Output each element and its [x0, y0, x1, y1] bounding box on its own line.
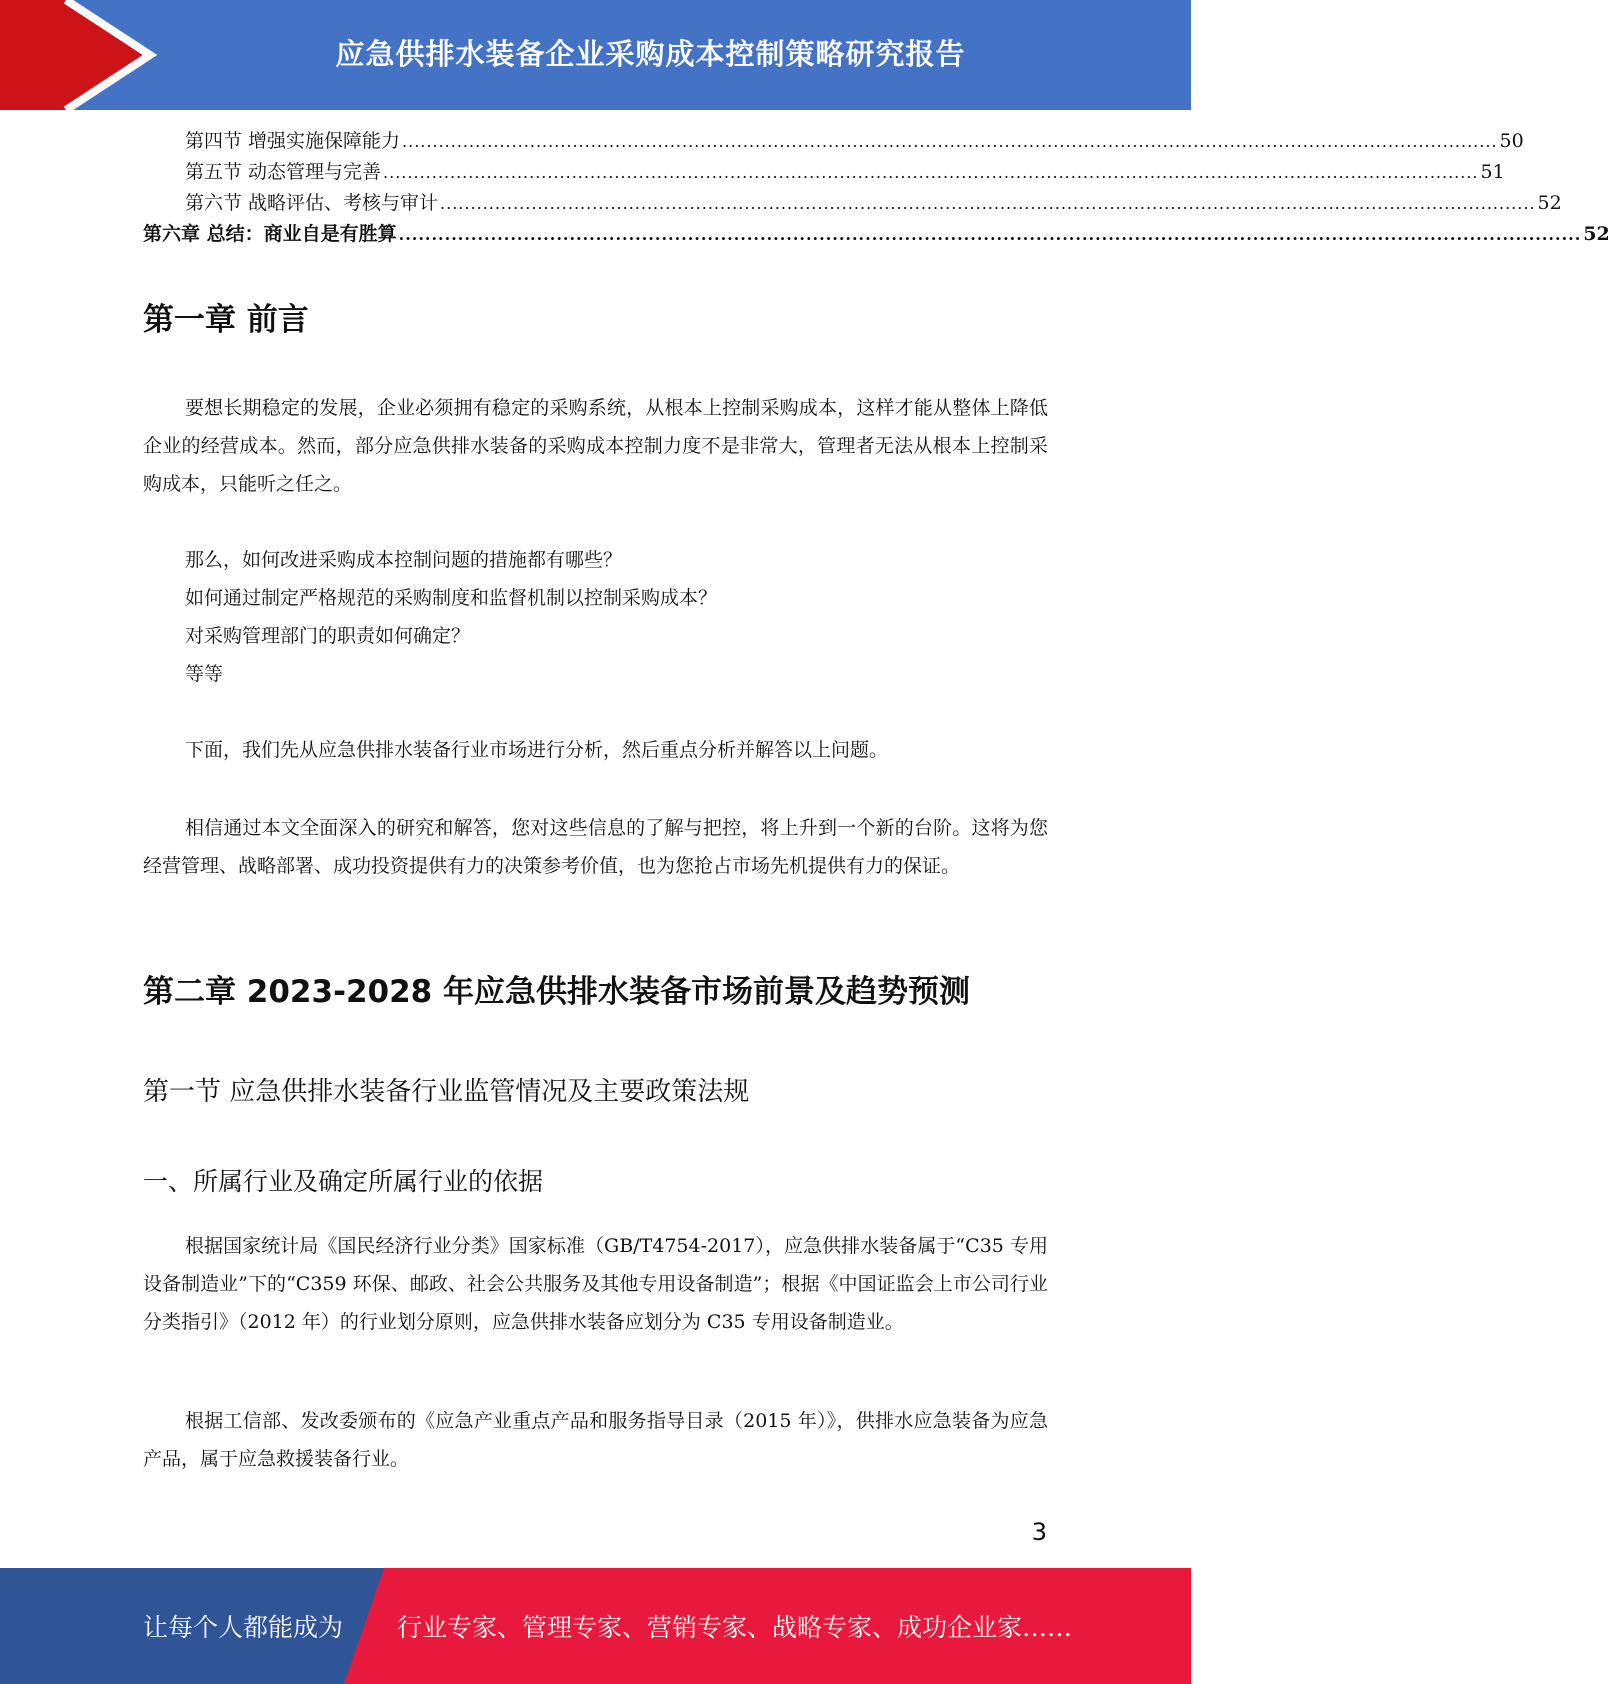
table-of-contents	[143, 126, 1610, 250]
page-number: 3	[1031, 1518, 1047, 1546]
report-title: 应急供排水装备企业采购成本控制策略研究报告	[335, 36, 966, 71]
toc-leader-dots: ....................................................................................................................................................................................	[440, 194, 1536, 213]
chapter-2-paragraph-2: 根据工信部、发改委颁布的《应急产业重点产品和服务指导目录（2015 年）》，供排水应急装备为应急产品，属于应急救援装备行业。	[143, 1410, 1048, 1470]
toc-entry[interactable]	[143, 188, 1562, 219]
footer-slogan-right: 行业专家、管理专家、营销专家、战略专家、成功企业家……	[397, 1613, 1073, 1642]
toc-entry-label: 第四节 增强实施保障能力	[185, 130, 401, 152]
toc-entry[interactable]	[143, 126, 1524, 157]
page-header	[0, 0, 1191, 111]
chapter-1-paragraph-3: 相信通过本文全面深入的研究和解答，您对这些信息的了解与把控，将上升到一个新的台阶。这将为您经营管理、战略部署、成功投资提供有力的决策参考价值，也为您抢占市场先机提供有力的保证。	[143, 817, 1048, 877]
question-line: 对采购管理部门的职责如何确定？	[185, 625, 471, 647]
chapter-2-paragraph-1: 根据国家统计局《国民经济行业分类》国家标准（GB/T4754-2017），应急供排水装备属于“C35 专用设备制造业”下的“C359 环保、邮政、社会公共服务及其他专用设备制造”；根据《中国证监会上市公司行业分类指引》（2012 年）的行业划分原则，应急供排水装备应划分为 C35 专用设备制造业。	[143, 1235, 1048, 1333]
toc-leader-dots: ....................................................................................................................................................................................	[402, 132, 1498, 151]
chapter-1-title: 第一章 前言	[143, 302, 309, 338]
section-1-title: 第一节 应急供排水装备行业监管情况及主要政策法规	[143, 1077, 750, 1107]
chapter-1-paragraph-2: 下面，我们先从应急供排水装备行业市场进行分析，然后重点分析并解答以上问题。	[185, 739, 889, 761]
chapter-1-questions	[143, 541, 1048, 693]
toc-entry-page: 51	[1480, 161, 1505, 183]
question-line: 那么，如何改进采购成本控制问题的措施都有哪些？	[185, 549, 623, 571]
toc-entry[interactable]	[143, 157, 1505, 188]
toc-entry-page: 50	[1499, 130, 1524, 152]
toc-entry-label: 第六节 战略评估、考核与审计	[185, 192, 439, 214]
question-line: 如何通过制定严格规范的采购制度和监督机制以控制采购成本？	[185, 587, 718, 609]
page-footer	[0, 1568, 1191, 1684]
chapter-1-paragraph-1: 要想长期稳定的发展，企业必须拥有稳定的采购系统，从根本上控制采购成本，这样才能从整体上降低企业的经营成本。然而，部分应急供排水装备的采购成本控制力度不是非常大，管理者无法从根本上控制采购成本，只能听之任之。	[143, 397, 1048, 495]
toc-leader-dots: ....................................................................................................................................................................................	[383, 163, 1479, 182]
toc-entry-label: 第六章 总结：商业自是有胜算	[143, 223, 397, 245]
footer-slogan-left: 让每个人都能成为	[143, 1613, 344, 1642]
question-line: 等等	[185, 663, 224, 685]
subsection-1-title: 一、所属行业及确定所属行业的依据	[143, 1167, 544, 1196]
toc-entry-label: 第五节 动态管理与完善	[185, 161, 382, 183]
toc-entry-page: 52	[1583, 223, 1610, 245]
toc-entry[interactable]	[143, 219, 1610, 250]
chapter-2-title: 第二章 2023-2028 年应急供排水装备市场前景及趋势预测	[143, 974, 971, 1010]
toc-leader-dots: ....................................................................................................................................................................................	[398, 225, 1582, 244]
toc-entry-page: 52	[1537, 192, 1562, 214]
